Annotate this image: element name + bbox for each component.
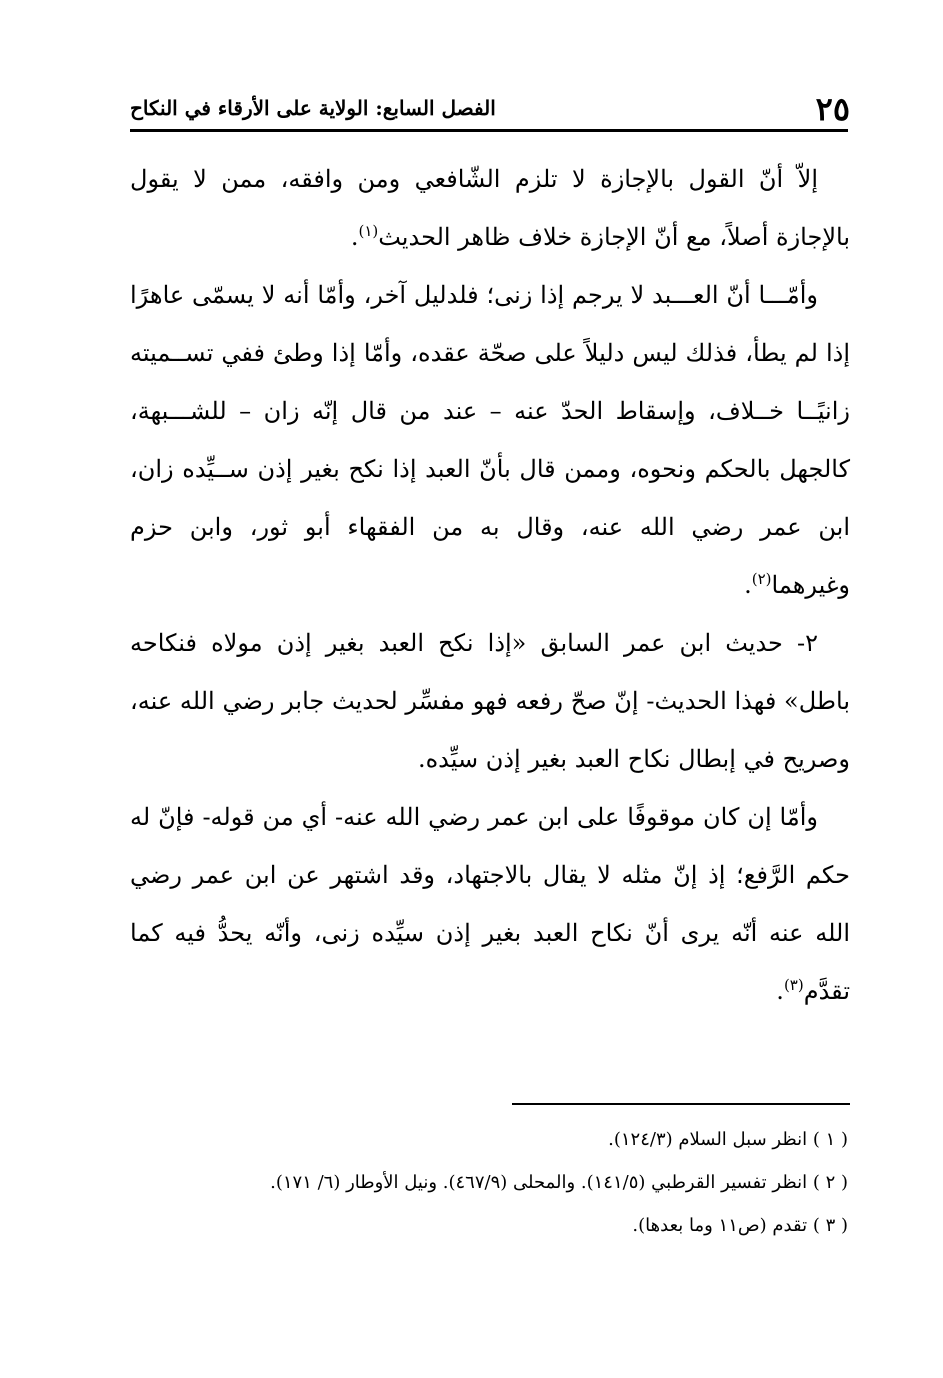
footnote-2: ( ٢ ) انظر تفسير القرطبي (١٤١/٥). والمحلى (٤٦٧/٩). ونيل الأوطار (٦/ ١٧١). xyxy=(270,1172,848,1193)
footnote-ref-1: (١) xyxy=(358,222,379,240)
footnote-rule xyxy=(512,1103,850,1105)
paragraph-2 xyxy=(130,266,850,614)
paragraph-4-text: وأمّا إن كان موقوفًا على ابن عمر رضي الله عنه- أي من قوله- فإنّ له حكم الرَّفع؛ إذ إنّ مثله لا يقال بالاجتهاد، وقد اشتهر عن ابن عمر رضي الله عنه أنّه يرى أنّ نكاح العبد بغير إذن سيِّده زنى، وأنّه يحدُّ فيه كما تقدَّم xyxy=(130,803,850,1005)
paragraph-4-end: . xyxy=(776,977,784,1005)
running-title: الفصل السابع: الولاية على الأرقاء في النكاح xyxy=(130,96,496,120)
body-text xyxy=(130,150,850,1020)
paragraph-2-text: وأمّـــا أنّ العـــبد لا يرجم إذا زنى؛ فلدليل آخر، وأمّا أنه لا يسمّى عاهرًا إذا لم يطأ، فذلك ليس دليلاً على صحّة عقده، وأمّا إذا وطئ ففي تســميته زانيًــا خــلاف، وإسقاط الحدّ عنه – عند من قال إنّه زان – للشـــبهة، كالجهل بالحكم ونحوه، وممن قال بأنّ العبد إذا نكح بغير إذن ســيِّده زان، ابن عمر رضي الله عنه، وقال به من الفقهاء أبو ثور، وابن حزم وغيرهما xyxy=(130,281,850,599)
page-number: ٢٥ xyxy=(815,90,850,128)
page-header xyxy=(130,88,850,128)
header-rule xyxy=(130,129,848,132)
paragraph-1 xyxy=(130,150,850,266)
footnote-1: ( ١ ) انظر سبل السلام (١٢٤/٣). xyxy=(608,1129,848,1150)
footnote-3: ( ٣ ) تقدم (ص١١ وما بعدها). xyxy=(632,1215,848,1236)
paragraph-1-text: إلاّ أنّ القول بالإجازة لا تلزم الشّافعي ومن وافقه، ممن لا يقول بالإجازة أصلاً، مع أنّ الإجازة خلاف ظاهر الحديث xyxy=(130,165,850,251)
paragraph-2-end: . xyxy=(744,571,752,599)
paragraph-4 xyxy=(130,788,850,1020)
footnotes xyxy=(130,1118,848,1247)
paragraph-1-end: . xyxy=(350,223,359,251)
paragraph-3: ٢- حديث ابن عمر السابق «إذا نكح العبد بغير إذن مولاه فنكاحه باطل» فهذا الحديث- إنّ صحّ رفعه فهو مفسِّر لحديث جابر رضي الله عنه، وصريح في إبطال نكاح العبد بغير إذن سيِّده. xyxy=(130,629,850,773)
footnote-ref-2: (٢) xyxy=(751,570,772,588)
footnote-ref-3: (٣) xyxy=(783,976,804,994)
